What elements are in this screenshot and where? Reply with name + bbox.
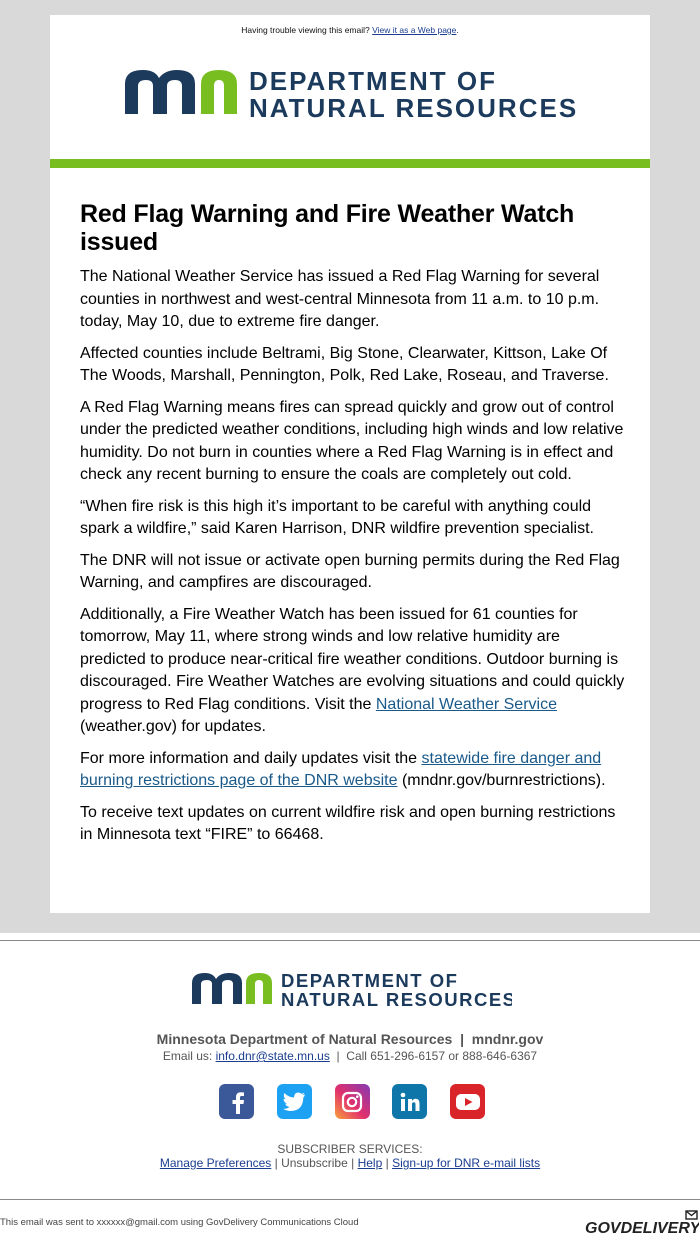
bottom-divider — [0, 1199, 700, 1200]
dnr-logo — [125, 66, 580, 125]
paragraph-1: The National Weather Service has issued a Red Flag Warning for several counties in northwest and west-central Minnesota from 11 a.m. to 10 p.m. today, May 10, due to extreme fire danger. — [80, 268, 600, 330]
paragraph-6: Additionally, a Fire Weather Watch has been issued for 61 counties for tomorrow, May 11, where strong winds and low relative humidity are predicted to produce near-critical fire weather conditions. Outdoor burning is discouraged. Fire Weather Watches are evolving situations and could quickly progress to Red Flag conditions. Visit the National Weather Service (weather.gov) for updates. — [80, 605, 625, 735]
mn-mark-icon — [125, 70, 237, 114]
footer-logo-line1: DEPARTMENT OF — [281, 970, 459, 991]
paragraph-3: A Red Flag Warning means fires can spread quickly and grow out of control under the predicted weather conditions, including high winds and low relative humidity. Do not burn in counties where a Red Flag Warning is in effect and check any recent burning to ensure the coals are completely out cold. — [80, 398, 624, 483]
envelope-icon — [686, 1211, 697, 1219]
view-web-page-link[interactable]: View it as a Web page — [372, 25, 457, 35]
facebook-icon[interactable] — [219, 1084, 254, 1119]
footer-mn-mark-icon — [192, 973, 272, 1004]
view-online-notice: Having trouble viewing this email? View it as a Web page. — [241, 25, 459, 35]
logo-line2: NATURAL RESOURCES — [249, 93, 579, 120]
signup-link[interactable]: Sign-up for DNR e-mail lists — [392, 1156, 541, 1170]
govdelivery-logo[interactable] — [585, 1210, 699, 1245]
paragraph-7: For more information and daily updates visit the statewide fire danger and burning restrictions page of the DNR website (mndnr.gov/burnrestrictions). — [80, 749, 606, 789]
govdelivery-wordmark: GOVDELIVERY — [585, 1220, 699, 1237]
paragraph-8: To receive text updates on current wildfire risk and open burning restrictions in Minnesota text “FIRE” to 66468. — [80, 803, 616, 843]
contact-line: Email us: info.dnr@state.mn.us | Call 651-296-6157 or 888-646-6367 — [162, 1049, 538, 1063]
subscriber-services-title: SUBSCRIBER SERVICES: — [277, 1142, 423, 1156]
nws-link[interactable]: National Weather Service — [375, 695, 557, 713]
logo-line1: DEPARTMENT OF — [249, 66, 497, 96]
instagram-icon[interactable] — [335, 1084, 370, 1119]
email-card — [50, 15, 650, 913]
social-links — [219, 1084, 485, 1120]
email-link[interactable]: info.dnr@state.mn.us — [215, 1049, 330, 1063]
sent-notice: This email was sent to xxxxxx@gmail.com using GovDelivery Communications Cloud — [0, 1217, 359, 1228]
twitter-icon[interactable] — [277, 1084, 312, 1119]
footer-divider — [0, 940, 700, 941]
article-title: Red Flag Warning and Fire Weather Watch issued — [80, 200, 575, 256]
manage-preferences-link[interactable]: Manage Preferences — [159, 1156, 272, 1170]
linkedin-icon[interactable] — [392, 1084, 427, 1119]
burn-restrictions-link[interactable]: statewide fire danger and burning restrictions page of the DNR website — [80, 749, 602, 789]
article — [80, 200, 625, 856]
paragraph-5: The DNR will not issue or activate open burning permits during the Red Flag Warning, and campfires are discouraged. — [80, 551, 620, 591]
paragraph-2: Affected counties include Beltrami, Big Stone, Clearwater, Kittson, Lake Of The Woods, Marshall, Pennington, Polk, Red Lake, Roseau, and Traverse. — [80, 344, 609, 384]
help-link[interactable]: Help — [357, 1156, 383, 1170]
subscriber-links: Manage Preferences | Unsubscribe | Help | Sign-up for DNR e-mail lists — [159, 1156, 541, 1170]
footer-logo-line2: NATURAL RESOURCES — [281, 989, 512, 1008]
org-name: Minnesota Department of Natural Resources | mndnr.gov — [156, 1031, 544, 1047]
footer-dnr-logo — [192, 970, 512, 1013]
youtube-icon[interactable] — [450, 1084, 485, 1119]
header-divider — [50, 159, 650, 168]
paragraph-4: “When fire risk is this high it’s important to be careful with anything could spark a wildfire,” said Karen Harrison, DNR wildfire prevention specialist. — [80, 497, 594, 537]
